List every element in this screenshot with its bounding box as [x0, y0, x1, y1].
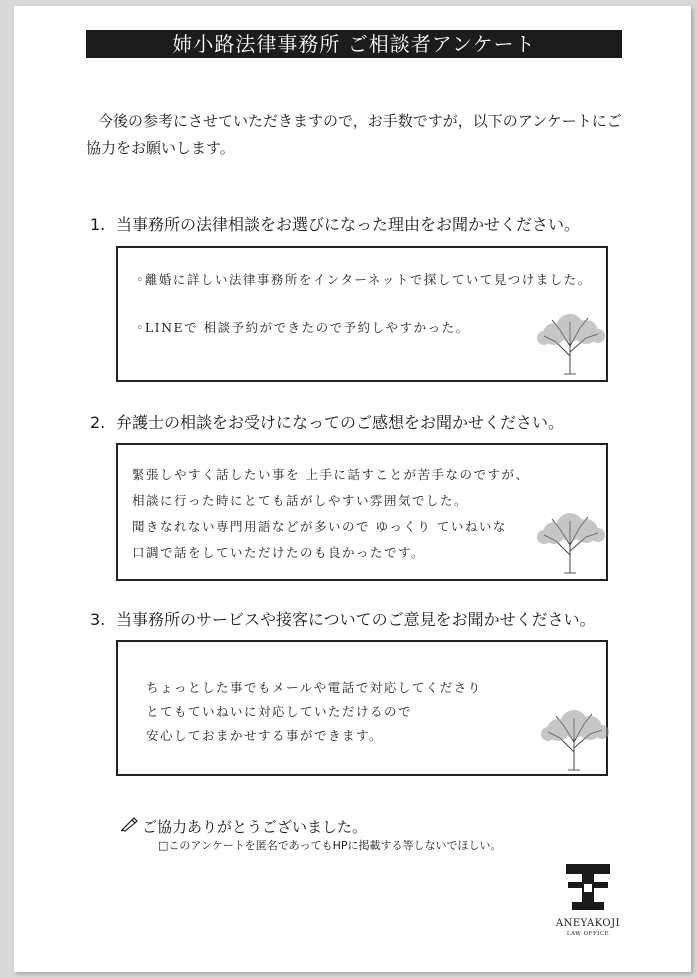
logo-name: ANEYAKOJI	[555, 918, 621, 929]
page-title: 姉小路法律事務所 ご相談者アンケート	[86, 30, 622, 58]
answer-box-2	[116, 443, 608, 581]
intro-text: 今後の参考にさせていただきますので，お手数ですが，以下のアンケートにご協力をお願いします。	[86, 112, 622, 157]
logo-mark-icon	[558, 860, 618, 916]
question-1	[90, 214, 630, 236]
answer-line: とてもていねいに対応していただけるので	[146, 704, 413, 719]
pen-icon	[120, 816, 142, 837]
consent-checkbox-line: □このアンケートを匿名であってもHPに掲載する等しないでほしい。	[158, 839, 502, 852]
law-office-logo	[548, 860, 628, 940]
answer-line: ちょっとした事でもメールや電話で対応してくださり	[146, 680, 482, 695]
answer-line: 相談に行った時にとても話がしやすい雰囲気でした。	[132, 493, 469, 508]
answer-line: ◦離婚に詳しい法律事務所をインターネットで探していて見つけました。	[136, 272, 592, 287]
question-2	[90, 412, 630, 434]
question-number: 3.	[90, 610, 106, 629]
thanks-text: ご協力ありがとうございました。	[142, 818, 368, 836]
logo-subtitle: LAW OFFICE	[566, 931, 610, 937]
answer-box-3	[116, 640, 608, 776]
question-3	[90, 609, 630, 631]
tree-icon	[534, 702, 614, 772]
tree-icon	[530, 505, 610, 575]
answer-line: 安心しておまかせする事ができます。	[146, 728, 384, 743]
answer-line: 聞きなれない専門用語などが多いので ゆっくり ていねいな	[132, 519, 507, 534]
answer-line: 緊張しやすく話したい事を 上手に話すことが苦手なのですが、	[132, 467, 530, 482]
tree-icon	[530, 306, 610, 376]
question-number: 1.	[90, 215, 106, 234]
thanks-message	[120, 816, 367, 837]
question-text: 当事務所のサービスや接客についてのご意見をお聞かせください。	[116, 610, 596, 629]
answer-line: ◦LINEで 相談予約ができたので予約しやすかった。	[136, 320, 470, 335]
question-number: 2.	[90, 413, 106, 432]
question-text: 弁護士の相談をお受けになってのご感想をお聞かせください。	[116, 413, 565, 432]
answer-line: 口調で話をしていただけたのも良かったです。	[132, 545, 426, 560]
answer-box-1	[116, 246, 608, 382]
question-text: 当事務所の法律相談をお選びになった理由をお聞かせください。	[116, 215, 581, 234]
